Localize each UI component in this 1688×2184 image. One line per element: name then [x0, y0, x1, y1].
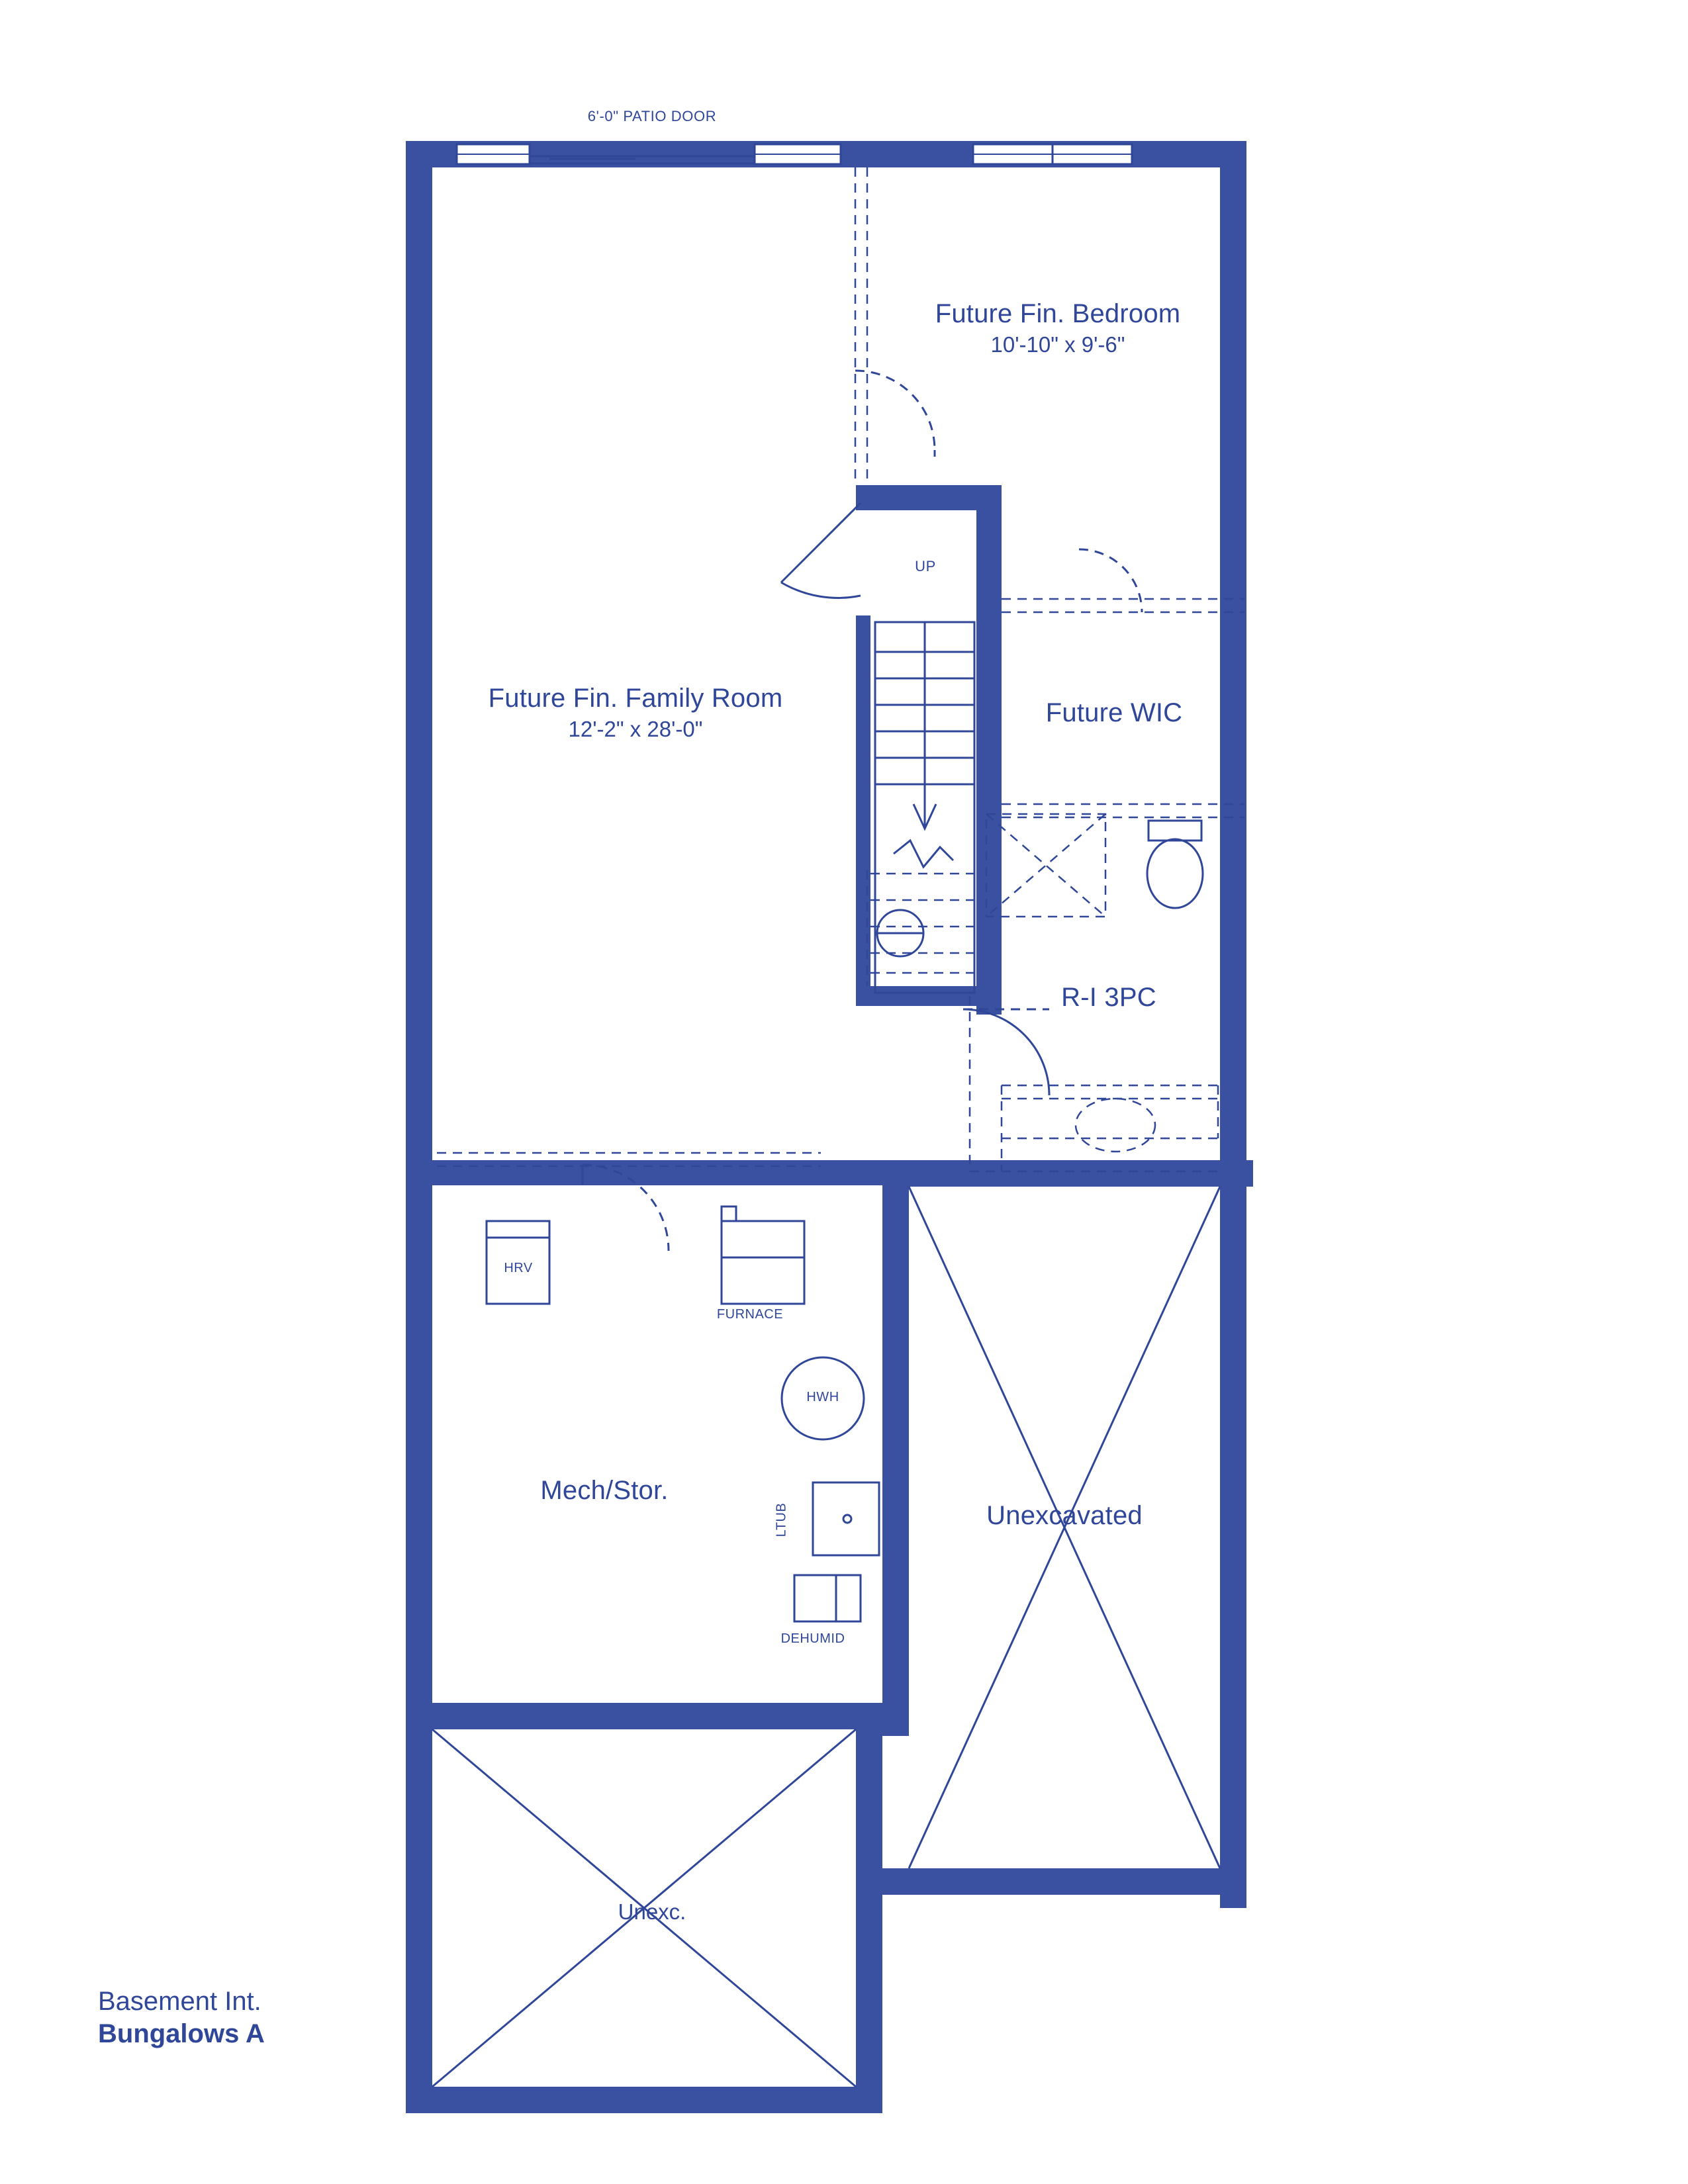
title-block — [98, 1985, 265, 2050]
interior-walls — [432, 485, 1253, 1736]
equipment-label-dehumid: DEHUMID — [780, 1631, 845, 1646]
room-label-future-wic: Future WIC — [1045, 698, 1183, 727]
stair-direction-label: UP — [915, 558, 936, 574]
toilet-fixture — [1147, 821, 1203, 908]
room-label-unexc: Unexc. — [618, 1899, 686, 1924]
title-line-1: Basement Int. — [98, 1987, 261, 2016]
equipment-label-furnace: FURNACE — [716, 1307, 784, 1322]
laundry-tub — [813, 1482, 879, 1555]
patio-door-label: 6'-0" PATIO DOOR — [587, 108, 717, 124]
room-label-unexcavated: Unexcavated — [986, 1501, 1143, 1530]
room-label-future-fin-family-room: Future Fin. Family Room — [488, 684, 783, 713]
furnace-unit — [722, 1206, 804, 1304]
dehumidifier-unit — [794, 1575, 861, 1621]
room-label-mech-stor: Mech/Stor. — [540, 1476, 669, 1505]
room-label-ri-3pc: R-I 3PC — [1061, 983, 1156, 1012]
equipment-label-hrv: HRV — [504, 1261, 533, 1275]
staircase — [875, 622, 974, 993]
room-dim-future-fin-family-room: 12'-2" x 28'-0" — [568, 717, 703, 741]
title-line-2: Bungalows A — [98, 2019, 265, 2048]
room-label-future-fin-bedroom: Future Fin. Bedroom — [935, 299, 1181, 328]
room-dim-future-fin-bedroom: 10'-10" x 9'-6" — [990, 332, 1125, 357]
equipment-label-ltub: LTUB — [774, 1502, 789, 1537]
exterior-walls — [406, 141, 1246, 2113]
equipment-label-hwh: HWH — [806, 1390, 839, 1404]
